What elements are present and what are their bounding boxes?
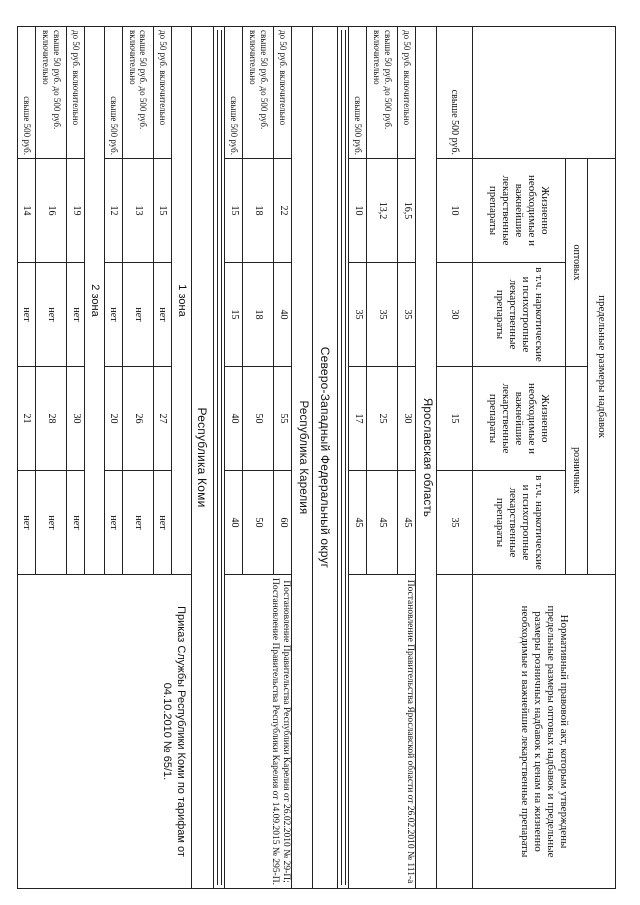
- value-cell: нет: [153, 263, 171, 367]
- value-cell: 10: [436, 159, 472, 263]
- value-cell: нет: [122, 263, 153, 367]
- value-cell: нет: [104, 263, 122, 367]
- value-cell: 30: [398, 367, 416, 471]
- zone-title: 1 зона: [171, 27, 191, 575]
- value-cell: 45: [398, 471, 416, 575]
- header-retail: розничных: [565, 367, 587, 575]
- value-cell: 14: [18, 159, 36, 263]
- header-row-1: [587, 27, 615, 889]
- value-cell: 50: [243, 471, 274, 575]
- range-cell: до 50 руб. включительно: [153, 27, 171, 159]
- value-cell: 25: [367, 367, 398, 471]
- value-cell: 15: [153, 159, 171, 263]
- value-cell: 26: [122, 367, 153, 471]
- range-cell: свыше 500 руб.: [18, 27, 36, 159]
- range-cell: свыше 500 руб.: [349, 27, 367, 159]
- value-cell: 35: [398, 263, 416, 367]
- region-title: Республика Карелия: [292, 27, 312, 889]
- range-cell: свыше 50 руб. до 500 руб. включительно: [122, 27, 153, 159]
- value-cell: 15: [436, 367, 472, 471]
- range-cell: свыше 500 руб.: [225, 27, 243, 159]
- value-cell: 60: [274, 471, 292, 575]
- value-cell: нет: [67, 263, 85, 367]
- value-cell: 28: [36, 367, 67, 471]
- value-cell: 50: [243, 367, 274, 471]
- doc-cell: [436, 575, 472, 889]
- header-narcotic-retail: в т.ч. наркотические и психотропные лекарственные препараты: [473, 471, 565, 575]
- value-cell: 15: [225, 263, 243, 367]
- zone-title: 2 зона: [85, 27, 105, 575]
- value-cell: 30: [436, 263, 472, 367]
- value-cell: нет: [67, 471, 85, 575]
- value-cell: 45: [349, 471, 367, 575]
- doc-cell: Приказ Службы Республики Коми по тарифам от 04.10.2010 № 65/1.: [18, 575, 192, 889]
- region-title-row: [416, 27, 436, 889]
- value-cell: нет: [18, 471, 36, 575]
- value-cell: нет: [18, 263, 36, 367]
- doc-line: Постановление Правительства Республики Карелия от 14.09.2015 № 295-П.: [269, 578, 280, 885]
- value-cell: 17: [349, 367, 367, 471]
- range-cell: свыше 50 руб. до 500 руб. включительно: [36, 27, 67, 159]
- value-cell: нет: [122, 471, 153, 575]
- value-cell: нет: [36, 471, 67, 575]
- value-cell: 22: [274, 159, 292, 263]
- value-cell: 10: [349, 159, 367, 263]
- range-cell: до 50 руб. включительно: [398, 27, 416, 159]
- separator-line: [341, 30, 346, 885]
- value-cell: 13: [122, 159, 153, 263]
- value-cell: 35: [349, 263, 367, 367]
- value-cell: 40: [225, 471, 243, 575]
- table-row: [436, 27, 472, 889]
- table-row: [274, 27, 292, 889]
- header-vital: Жизненно необходимые и важнейшие лекарственные препараты: [473, 159, 565, 263]
- district-title-row: [312, 27, 337, 889]
- range-cell: до 50 руб. включительно: [67, 27, 85, 159]
- value-cell: нет: [104, 471, 122, 575]
- separator-line: [217, 30, 222, 885]
- header-empty-cell: [473, 27, 616, 159]
- district-title: Северо-Западный Федеральный округ: [312, 27, 337, 889]
- range-cell: свыше 50 руб. до 500 руб. включительно: [367, 27, 398, 159]
- range-cell: свыше 500 руб.: [436, 27, 472, 159]
- value-cell: 13,2: [367, 159, 398, 263]
- value-cell: 19: [67, 159, 85, 263]
- value-cell: 15: [225, 159, 243, 263]
- value-cell: 21: [18, 367, 36, 471]
- value-cell: 55: [274, 367, 292, 471]
- region-title: Ярославская область: [416, 27, 436, 889]
- header-vital-retail: Жизненно необходимые и важнейшие лекарственные препараты: [473, 367, 565, 471]
- header-narcotic: в т.ч. наркотические и психотропные лекарственные препараты: [473, 263, 565, 367]
- value-cell: нет: [153, 471, 171, 575]
- value-cell: 18: [243, 159, 274, 263]
- table-row: [398, 27, 416, 889]
- value-cell: 27: [153, 367, 171, 471]
- value-cell: 18: [243, 263, 274, 367]
- value-cell: 30: [67, 367, 85, 471]
- separator-band: [337, 27, 348, 889]
- value-cell: 40: [274, 263, 292, 367]
- header-wholesale: оптовых: [565, 159, 587, 367]
- value-cell: 35: [367, 263, 398, 367]
- zone-title-row: [171, 27, 191, 889]
- separator-band: [213, 27, 224, 889]
- doc-line: Постановление Правительства Республики Карелия от 26.02.2010 № 29-П;: [281, 580, 292, 883]
- doc-cell: [225, 575, 292, 889]
- value-cell: 20: [104, 367, 122, 471]
- header-normative: Нормативный правовой акт, которым утверждены предельные размеры оптовых надбавок и предельные размеры розничных надбавок к ценам на жизненно необходимые и важнейшие лекарственные препараты: [473, 575, 616, 889]
- separator-cell: [213, 27, 224, 889]
- value-cell: 16: [36, 159, 67, 263]
- value-cell: 16,5: [398, 159, 416, 263]
- value-cell: 40: [225, 367, 243, 471]
- region-title: Республика Коми: [191, 27, 213, 889]
- region-title-row: [191, 27, 213, 889]
- range-cell: до 50 руб. включительно: [274, 27, 292, 159]
- region-title-row: [292, 27, 312, 889]
- markup-table: [17, 26, 616, 889]
- value-cell: 45: [367, 471, 398, 575]
- header-group: предельные размеры надбавок: [587, 159, 615, 575]
- range-cell: свыше 50 руб. до 500 руб. включительно: [243, 27, 274, 159]
- separator-cell: [337, 27, 348, 889]
- value-cell: 35: [436, 471, 472, 575]
- value-cell: 12: [104, 159, 122, 263]
- value-cell: нет: [36, 263, 67, 367]
- range-cell: свыше 500 руб.: [104, 27, 122, 159]
- doc-cell: Постановление Правительства Ярославской области от 26.02.2010 № 111-а: [349, 575, 416, 889]
